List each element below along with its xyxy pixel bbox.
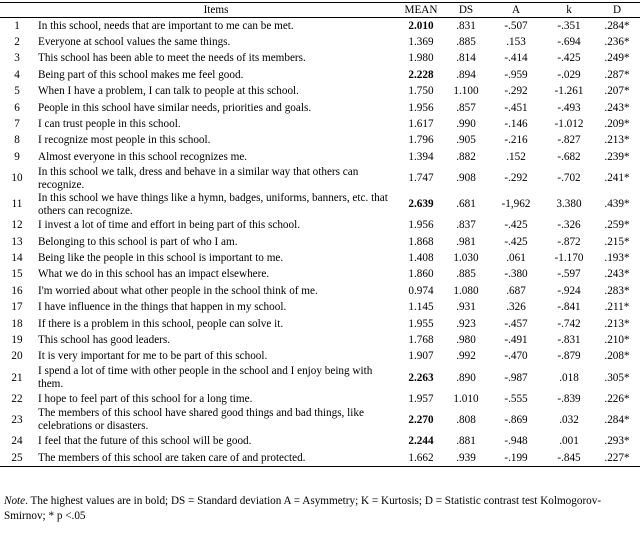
kurtosis-value: -.839 [557,392,581,405]
item-text: Being part of this school makes me feel good. [38,68,244,81]
d-value: .283* [604,284,630,297]
d-value: .243* [604,268,630,281]
item-text: Being like the people in this school is important to me. [38,251,284,264]
kurtosis-value: -.029 [557,68,581,81]
kurtosis-value: -1.012 [554,118,584,131]
item-text: People in this school have similar needs, priorities and goals. [38,101,312,114]
ds-value: .905 [456,134,476,147]
table-row [0,149,640,165]
mean-value: 1.145 [408,301,434,314]
table-row [0,84,640,100]
kurtosis-value: -.924 [557,284,581,297]
d-value: .208* [604,350,630,363]
d-value: .239* [604,150,630,163]
asymmetry-value: -.451 [504,101,528,114]
table-row [0,166,640,192]
table-row [0,316,640,332]
table-row [0,34,640,50]
d-value: .287* [604,68,630,81]
mean-value: 2.270 [408,413,434,426]
asymmetry-value: -.216 [504,134,528,147]
kurtosis-value: .001 [559,435,579,448]
row-number: 9 [14,150,20,163]
mean-value: 1.957 [408,392,434,405]
d-value: .211* [604,301,630,314]
item-text: This school has been able to meet the needs of its members. [38,52,306,65]
mean-value: 1.956 [408,101,434,114]
item-text: What we do in this school has an impact elsewhere. [38,268,270,281]
kurtosis-value: -.326 [557,219,581,232]
d-value: .207* [604,85,630,98]
item-text: When I have a problem, I can talk to people at this school. [38,85,299,98]
kurtosis-value: -.597 [557,268,581,281]
mean-value: 2.263 [408,371,434,384]
table-row [0,391,640,407]
kurtosis-value: -.702 [557,172,581,185]
table-row [0,133,640,149]
item-text: The members of this school are taken care of and protected. [34,450,398,467]
asymmetry-value: .152 [506,150,526,163]
header-items: Items [34,3,398,18]
ds-value: .885 [456,268,476,281]
asymmetry-value: -.555 [504,392,528,405]
table-row [0,116,640,132]
item-text: The members of this school have shared good things and bad things, like celebrations or disasters. [38,407,364,433]
ds-value: 1.030 [453,251,479,264]
row-number: 6 [14,101,20,114]
table-row [0,299,640,315]
asymmetry-value: -.425 [504,219,528,232]
item-text: It is very important for me to be part of this school. [38,350,268,363]
header-k: k [544,3,594,18]
row-number: 10 [11,172,23,185]
mean-value: 1.907 [408,350,434,363]
row-number: 11 [11,198,23,211]
ds-value: .831 [456,19,476,32]
asymmetry-value: -.869 [504,413,528,426]
ds-value: .980 [456,333,476,346]
asymmetry-value: -.380 [504,268,528,281]
row-number: 7 [14,118,20,131]
item-text: This school has good leaders. [38,333,171,346]
mean-value: 1.750 [408,85,434,98]
kurtosis-value: 3.380 [556,198,582,211]
kurtosis-value: .018 [559,371,579,384]
kurtosis-value: -.879 [557,350,581,363]
item-text: Belonging to this school is part of who I am. [38,235,238,248]
d-value: .284* [604,413,630,426]
item-text: Almost everyone in this school recognizes me. [38,150,248,163]
ds-value: .814 [456,52,476,65]
mean-value: 1.768 [408,333,434,346]
header-d: D [594,3,640,18]
d-value: .305* [604,371,630,384]
row-number: 19 [11,333,23,346]
ds-value: .990 [456,118,476,131]
asymmetry-value: -.507 [504,19,528,32]
asymmetry-value: .326 [506,301,526,314]
table-note [4,494,634,524]
row-number: 2 [14,36,20,49]
kurtosis-value: -.351 [557,19,581,32]
ds-value: 1.080 [453,284,479,297]
table-row [0,192,640,218]
d-value: .193* [604,251,630,264]
ds-value: .881 [456,435,476,448]
ds-value: .837 [456,219,476,232]
d-value: .210* [604,333,630,346]
mean-value: 2.010 [408,19,434,32]
kurtosis-value: -.682 [557,150,581,163]
row-number: 24 [11,435,23,448]
table-row [0,218,640,234]
kurtosis-value: -.831 [557,333,581,346]
table-row [0,51,640,67]
ds-value: .992 [456,350,476,363]
table-row [0,349,640,365]
note-label: Note [4,495,26,507]
item-text: I'm worried about what other people in the school think of me. [38,284,318,297]
row-number: 20 [11,350,23,363]
ds-value: .882 [456,150,476,163]
d-value: .439* [604,198,630,211]
table-row [0,250,640,266]
header-mean: MEAN [398,3,444,18]
header-a: A [488,3,544,18]
asymmetry-value: -.959 [504,68,528,81]
row-number: 3 [14,52,20,65]
asymmetry-value: -1,962 [501,198,531,211]
row-number: 4 [14,68,20,81]
asymmetry-value: -.292 [504,85,528,98]
table-row [0,450,640,467]
d-value: .213* [604,134,630,147]
asymmetry-value: -.457 [504,317,528,330]
d-value: .227* [594,450,640,467]
item-text: I invest a lot of time and effort in being part of this school. [38,219,301,232]
mean-value: 1.369 [408,36,434,49]
kurtosis-value: -1.261 [554,85,584,98]
ds-value: 1.100 [453,85,479,98]
note-text: . The highest values are in bold; DS = Standard deviation A = Asymmetry; K = Kurtosis; D = Statistic contrast test Kolmogorov-Smirnov; * p <.05 [4,495,602,522]
row-number: 22 [11,392,23,405]
item-text: I hope to feel part of this school for a long time. [38,392,253,405]
item-text: In this school we talk, dress and behave in a similar way that others can recognize. [38,165,359,191]
item-text: In this school we have things like a hymn, badges, uniforms, banners, etc. that others can recognize. [38,191,388,217]
mean-value: 1.662 [398,450,444,467]
d-value: .241* [604,172,630,185]
table-row [0,365,640,391]
header-row [0,3,640,18]
asymmetry-value: -.491 [504,333,528,346]
asymmetry-value: -.199 [488,450,544,467]
d-value: .243* [604,101,630,114]
asymmetry-value: .687 [506,284,526,297]
row-number: 12 [11,219,23,232]
asymmetry-value: .153 [506,36,526,49]
d-value: .209* [604,118,630,131]
kurtosis-value: -.841 [557,301,581,314]
row-number: 14 [11,251,23,264]
d-value: .284* [604,19,630,32]
ds-value: .908 [456,172,476,185]
table-row [0,18,640,35]
header-ds: DS [444,3,488,18]
d-value: .249* [604,52,630,65]
asymmetry-value: -.948 [504,435,528,448]
ds-value: .890 [456,371,476,384]
item-text: I spend a lot of time with other people in the school and I enjoy being with them. [38,365,373,391]
row-number: 8 [14,134,20,147]
table-row [0,407,640,433]
asymmetry-value: -.146 [504,118,528,131]
ds-value: .931 [456,301,476,314]
row-number: 1 [14,19,20,32]
d-value: .215* [604,235,630,248]
asymmetry-value: -.425 [504,235,528,248]
row-number: 16 [11,284,23,297]
d-value: .259* [604,219,630,232]
header-number [0,3,34,18]
item-text: I recognize most people in this school. [38,134,211,147]
mean-value: 0.974 [408,284,434,297]
row-number: 25 [0,450,34,467]
table-row [0,283,640,299]
kurtosis-value: -.425 [557,52,581,65]
mean-value: 1.868 [408,235,434,248]
ds-value: .857 [456,101,476,114]
item-text: I can trust people in this school. [38,118,181,131]
asymmetry-value: .061 [506,251,526,264]
kurtosis-value: -.827 [557,134,581,147]
asymmetry-value: -.987 [504,371,528,384]
table-row [0,332,640,348]
table-row [0,234,640,250]
mean-value: 1.747 [408,172,434,185]
table-row [0,67,640,83]
mean-value: 2.244 [408,435,434,448]
kurtosis-value: -1.170 [554,251,584,264]
row-number: 17 [11,301,23,314]
mean-value: 2.639 [408,198,434,211]
kurtosis-value: -.742 [557,317,581,330]
kurtosis-value: -.872 [557,235,581,248]
mean-value: 1.796 [408,134,434,147]
ds-value: .681 [456,198,476,211]
ds-value: .885 [456,36,476,49]
row-number: 15 [11,268,23,281]
mean-value: 1.956 [408,219,434,232]
data-table [0,2,640,467]
table-row [0,433,640,449]
item-text: In this school, needs that are important to me can be met. [38,19,294,32]
ds-value: 1.010 [453,392,479,405]
ds-value: .808 [456,413,476,426]
asymmetry-value: -.470 [504,350,528,363]
mean-value: 1.860 [408,268,434,281]
asymmetry-value: -.292 [504,172,528,185]
kurtosis-value: -.694 [557,36,581,49]
item-text: Everyone at school values the same things. [38,36,231,49]
row-number: 13 [11,235,23,248]
item-text: If there is a problem in this school, people can solve it. [38,317,284,330]
kurtosis-value: -.493 [557,101,581,114]
row-number: 18 [11,317,23,330]
d-value: .236* [604,36,630,49]
d-value: .293* [604,435,630,448]
row-number: 21 [11,371,23,384]
d-value: .226* [604,392,630,405]
kurtosis-value: -.845 [544,450,594,467]
item-text: I have influence in the things that happen in my school. [38,301,287,314]
ds-value: .894 [456,68,476,81]
item-text: I feel that the future of this school will be good. [38,435,252,448]
table-row [0,267,640,283]
mean-value: 1.617 [408,118,434,131]
table-row [0,100,640,116]
row-number: 5 [14,85,20,98]
row-number: 23 [11,413,23,426]
ds-value: .923 [456,317,476,330]
mean-value: 1.980 [408,52,434,65]
asymmetry-value: -.414 [504,52,528,65]
ds-value: .939 [444,450,488,467]
mean-value: 1.955 [408,317,434,330]
mean-value: 1.394 [408,150,434,163]
mean-value: 1.408 [408,251,434,264]
ds-value: .981 [456,235,476,248]
kurtosis-value: .032 [559,413,579,426]
d-value: .213* [604,317,630,330]
mean-value: 2.228 [408,68,434,81]
